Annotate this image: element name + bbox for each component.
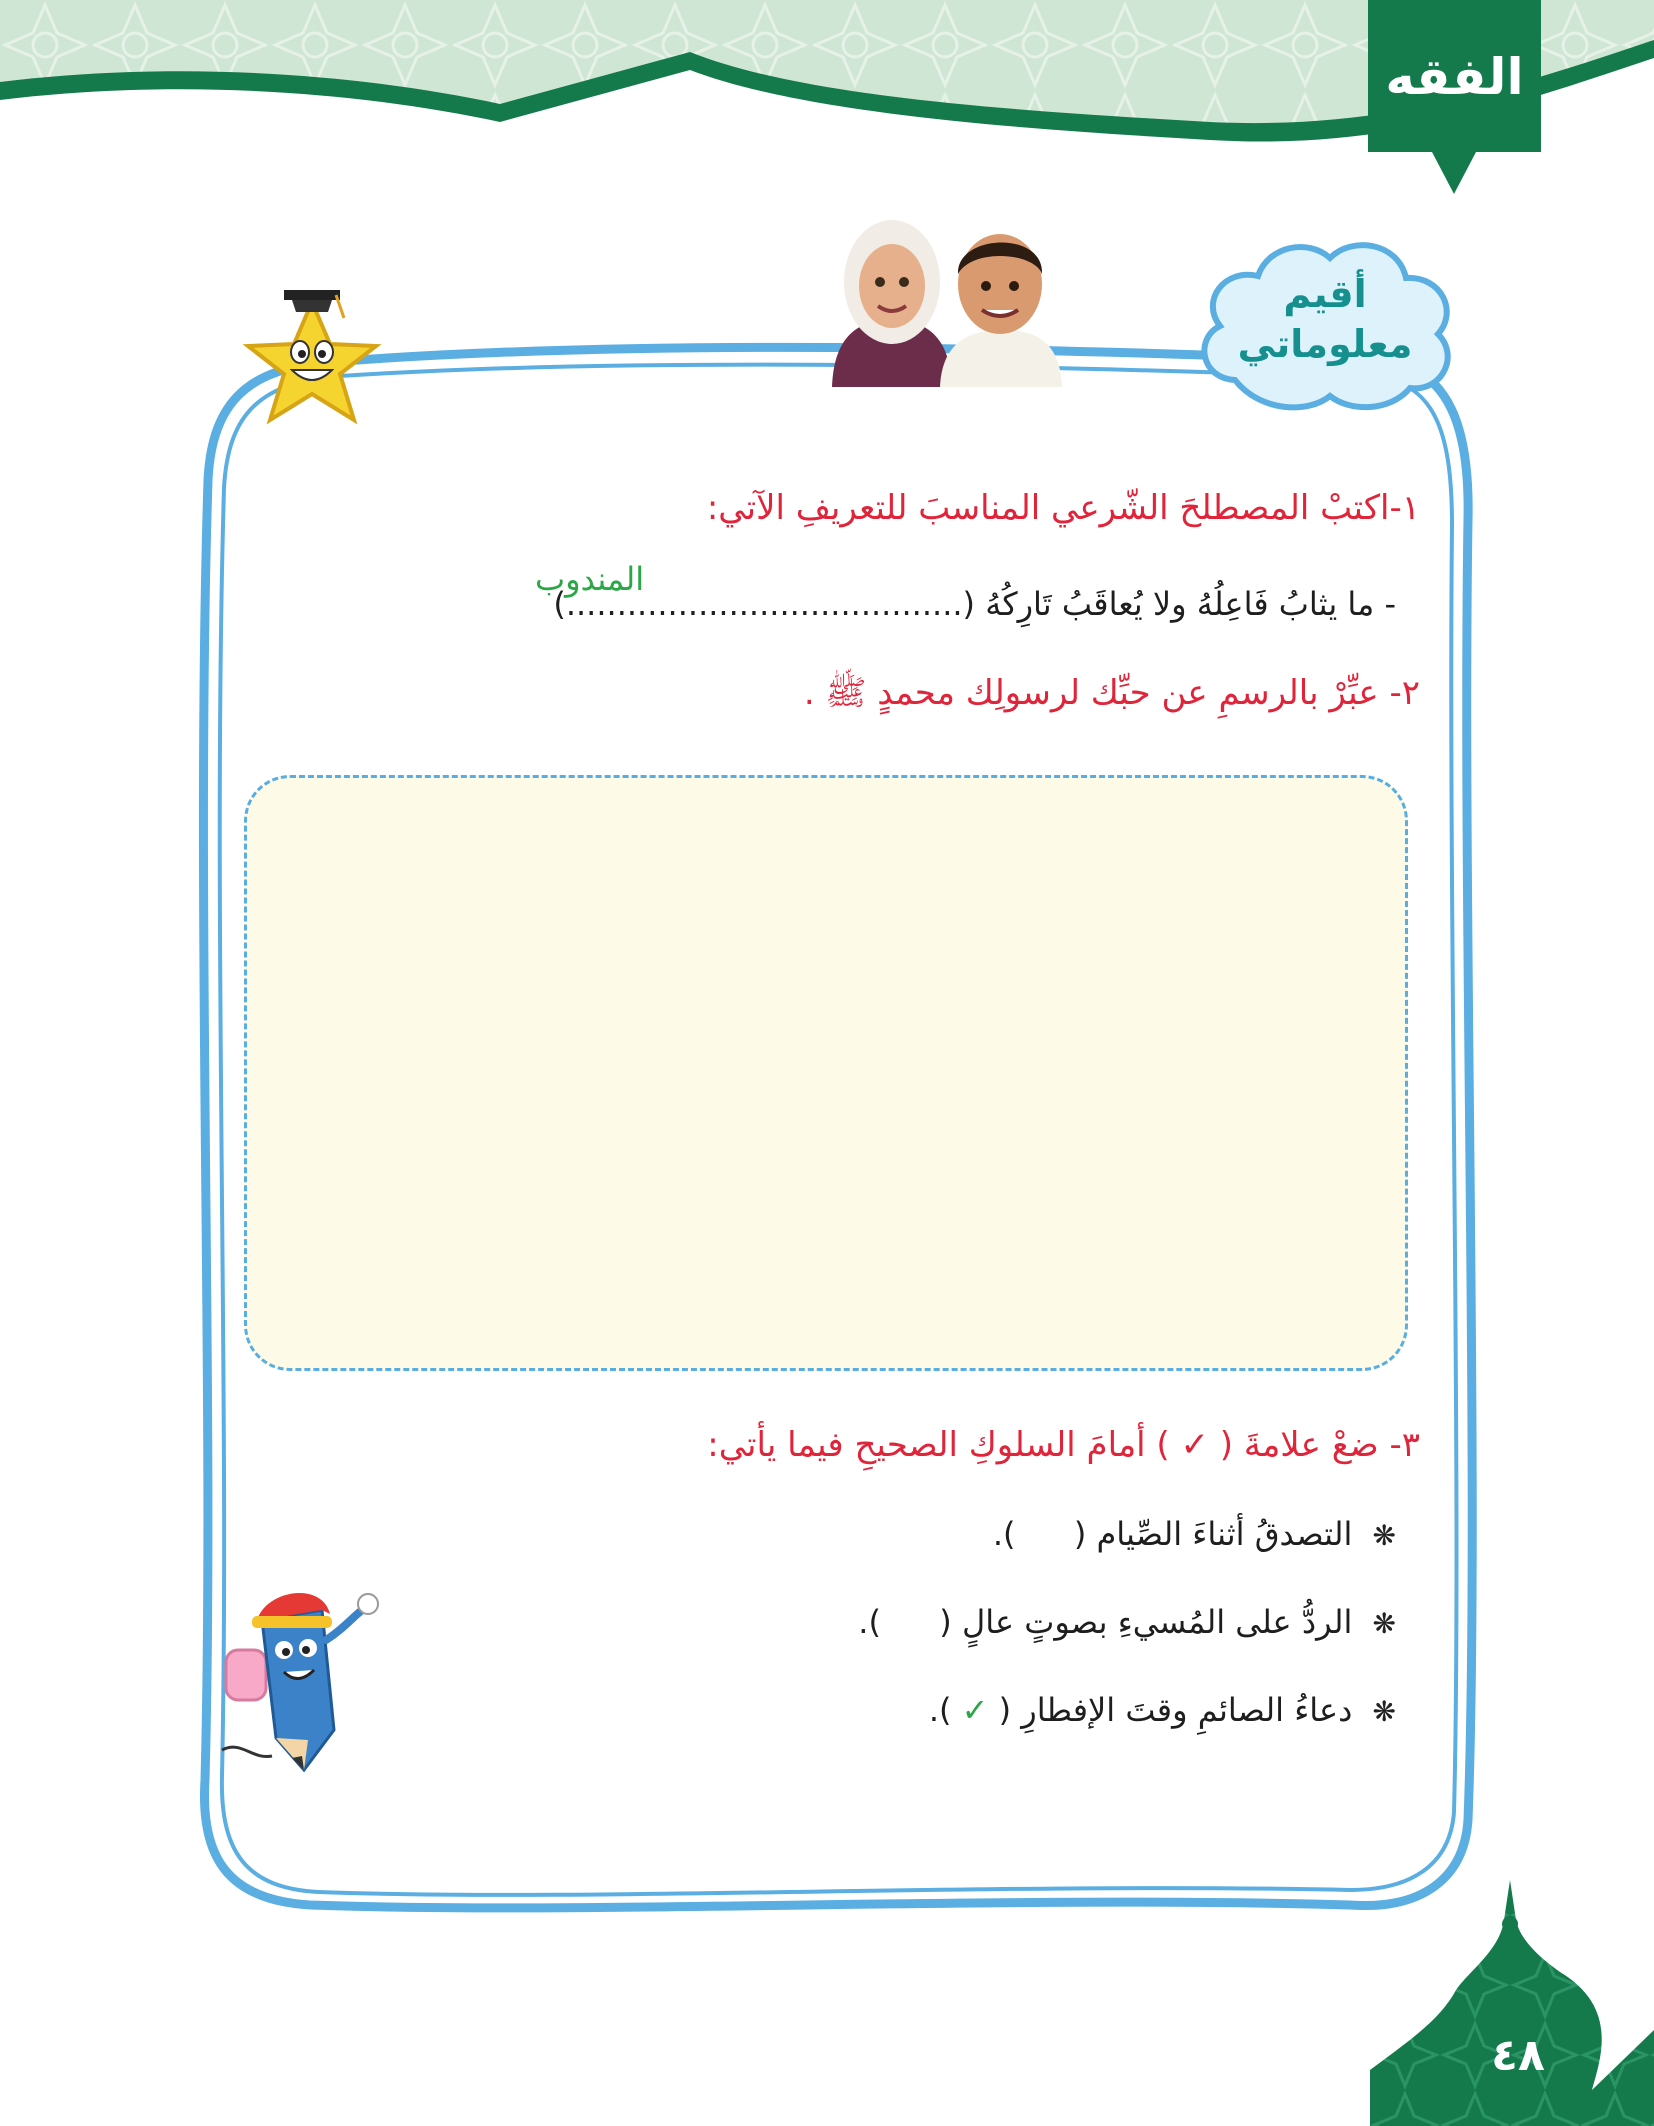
question-3-title-start: ٣- ضعْ علامةَ ( — [1219, 1425, 1420, 1465]
star-mascot-icon — [232, 282, 392, 442]
section-badge — [1190, 230, 1460, 420]
pencil-mascot-icon — [212, 1580, 392, 1780]
question-2-title: ٢- عبِّرْ بالرسمِ عن حبِّك لرسولِك محمدٍ ﷺ . — [803, 673, 1420, 713]
bullet-icon: ❋ — [1372, 1519, 1396, 1552]
behavior-item-1-text: التصدقُ أثناءَ الصِّيام ( — [1073, 1515, 1353, 1553]
question-1-definition: - ما يثابُ فَاعِلُهُ ولا يُعاقَبُ تَارِكُهُ (.......................................) — [553, 585, 1396, 623]
question-1-title: ١-اكتبْ المصطلحَ الشّرعي المناسبَ للتعريفِ الآتي: — [706, 488, 1420, 528]
behavior-item-3-checkbox[interactable]: ✓ — [961, 1691, 989, 1729]
behavior-item-2 — [858, 1603, 1396, 1641]
behavior-item-3 — [929, 1691, 1396, 1729]
title-check-icon: ✓ — [1180, 1425, 1209, 1465]
question-3-title — [707, 1425, 1420, 1465]
section-badge-line1: أقيم — [1283, 272, 1367, 316]
subject-tab-label: الفقه — [1385, 48, 1524, 106]
bullet-icon: ❋ — [1372, 1607, 1396, 1640]
page-number: ٤٨ — [1491, 2030, 1545, 2081]
question-1-answer: المندوب — [535, 560, 645, 598]
behavior-item-2-text: الردُّ على المُسيءِ بصوتٍ عالٍ ( — [939, 1603, 1353, 1641]
children-illustration — [822, 212, 1067, 387]
mosque-dome-icon — [1370, 1880, 1654, 2126]
behavior-item-1 — [993, 1515, 1396, 1553]
drawing-area[interactable] — [244, 775, 1408, 1371]
behavior-item-1-close: ). — [992, 1515, 1016, 1553]
behavior-item-3-text: دعاءُ الصائمِ وقتَ الإفطارِ ( — [998, 1691, 1353, 1729]
behavior-item-3-close: ). — [928, 1691, 952, 1729]
section-badge-line2: معلوماتي — [1237, 322, 1413, 366]
behavior-item-2-close: ). — [858, 1603, 881, 1641]
question-3-title-end: ) أمامَ السلوكِ الصحيحِ فيما يأتي: — [707, 1425, 1170, 1465]
bullet-icon: ❋ — [1372, 1695, 1396, 1728]
